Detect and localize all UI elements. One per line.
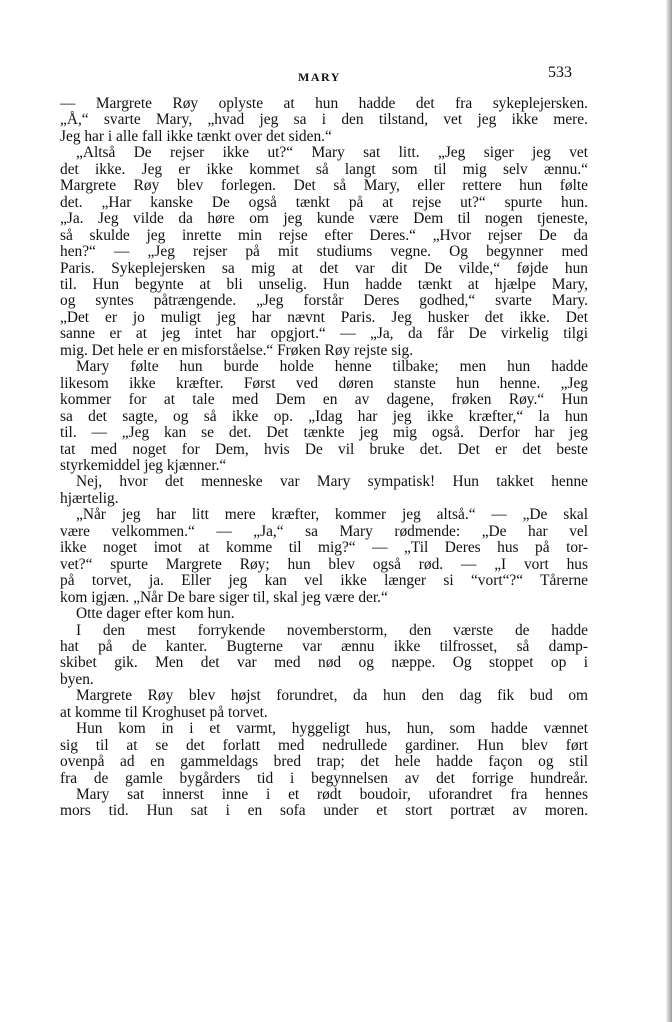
text-line: likesom ikke kræfter. Først ved døren stanste hun henne. „Jeg xyxy=(60,374,588,392)
text-line: til. Hun begynte at bli unselig. Hun hadde tænkt at hjælpe Mary, xyxy=(60,275,588,293)
text-line: Mary følte hun burde holde henne tilbake; men hun hadde xyxy=(76,358,588,376)
text-line: „Altså De rejser ikke ut?“ Mary sat litt. „Jeg siger jeg vet xyxy=(76,144,588,162)
text-line: I den mest forrykende novemberstorm, den værste de hadde xyxy=(76,621,588,639)
text-line: fra de gamle bygårders tid i begynnelsen av det forrige hundreår. xyxy=(60,769,588,787)
text-line: sig til at se det forlatt med nedrullede gardiner. Hun blev ført xyxy=(60,736,588,754)
text-line: — Margrete Røy oplyste at hun hadde det fra sykeplejersken. xyxy=(60,95,588,112)
text-line: byen. xyxy=(60,670,94,688)
body-text xyxy=(60,96,588,820)
text-line: Mary sat innerst inne i et rødt boudoir, uforandret fra hennes xyxy=(76,786,588,804)
text-line: så skulde jeg inrette min rejse efter Deres.“ „Hvor rejser De da xyxy=(60,226,588,244)
text-line: at komme til Kroghuset på torvet. xyxy=(60,703,268,721)
running-title: MARY xyxy=(298,70,341,84)
text-line: skibet gik. Men det var med nød og næppe. Og stoppet op i xyxy=(60,654,588,672)
text-line: til. — „Jeg kan se det. Det tænkte jeg mig også. Derfor har jeg xyxy=(60,424,588,442)
text-line: være velkommen.“ — „Ja,“ sa Mary rødmende: „De har vel xyxy=(60,522,588,540)
page-number: 533 xyxy=(548,64,572,81)
text-line: Otte dager efter kom hun. xyxy=(76,605,235,623)
text-line: kommer for at tale med Dem en av dagene, frøken Røy.“ Hun xyxy=(60,391,588,409)
text-line: ovenpå ad en gammeldags bred trap; det hele hadde façon og stil xyxy=(60,753,588,771)
text-line: Paris. Sykeplejersken sa mig at det var dit De vilde,“ føjde hun xyxy=(60,259,588,277)
text-line: og syntes påtrængende. „Jeg forstår Deres godhed,“ svarte Mary. xyxy=(60,292,588,310)
page-edge-shadow xyxy=(666,0,672,1022)
text-line: på torvet, ja. Eller jeg kan vel ikke længer si “vort“?“ Tårerne xyxy=(60,572,588,590)
text-line: Jeg har i alle fall ikke tænkt over det siden.“ xyxy=(60,127,332,145)
text-line: kom igjæn. „Når De bare siger til, skal jeg være der.“ xyxy=(60,588,388,606)
text-line: Margrete Røy blev højst forundret, da hun den dag fik bud om xyxy=(76,687,588,705)
text-line: hjærtelig. xyxy=(60,489,119,507)
text-line: „Det er jo muligt jeg har nævnt Paris. Jeg husker det ikke. Det xyxy=(60,308,588,326)
text-line: styrkemiddel jeg kjænner.“ xyxy=(60,456,227,474)
text-line: ikke noget imot at komme til mig?“ — „Til Deres hus på tor- xyxy=(60,539,588,557)
text-line: Hun kom in i et varmt, hyggeligt hus, hun, som hadde vænnet xyxy=(76,720,588,738)
text-line: Nej, hvor det menneske var Mary sympatisk! Hun takket henne xyxy=(76,473,588,491)
text-line: hat på de kanter. Bugterne var ænnu ikke tilfrosset, så damp- xyxy=(60,637,588,655)
text-line: vet?“ spurte Margrete Røy; hun blev også rød. — „I vort hus xyxy=(60,555,588,573)
text-line: „Ja. Jeg vilde da høre om jeg kunde være Dem til nogen tjeneste, xyxy=(60,210,588,228)
text-line: „Å,“ svarte Mary, „hvad jeg sa i den tilstand, vet jeg ikke mere. xyxy=(60,111,588,129)
text-line: Margrete Røy blev forlegen. Det så Mary, eller rettere hun følte xyxy=(60,177,588,195)
text-line: sa det sagte, og så ikke op. „Idag har jeg ikke kræfter,“ la hun xyxy=(60,407,588,425)
text-line: det ikke. Jeg er ikke kommet så langt som til mig selv ænnu.“ xyxy=(60,160,588,178)
text-line: hen?“ — „Jeg rejser på mit studiums vegne. Og begynner med xyxy=(60,243,588,261)
text-line: mig. Det hele er en misforståelse.“ Frøken Røy rejste sig. xyxy=(60,341,414,359)
text-line: mors tid. Hun sat i en sofa under et stort portræt av moren. xyxy=(60,802,588,820)
text-line: det. „Har kanske De også tænkt på at rejse ut?“ spurte hun. xyxy=(60,193,588,211)
text-line: tat med noget for Dem, hvis De vil bruke det. Det er det beste xyxy=(60,440,588,458)
text-line: „Når jeg har litt mere kræfter, kommer jeg altså.“ — „De skal xyxy=(76,506,588,524)
text-line: sanne er at jeg intet har opgjort.“ — „Ja, da får De virkelig tilgi xyxy=(60,325,588,343)
